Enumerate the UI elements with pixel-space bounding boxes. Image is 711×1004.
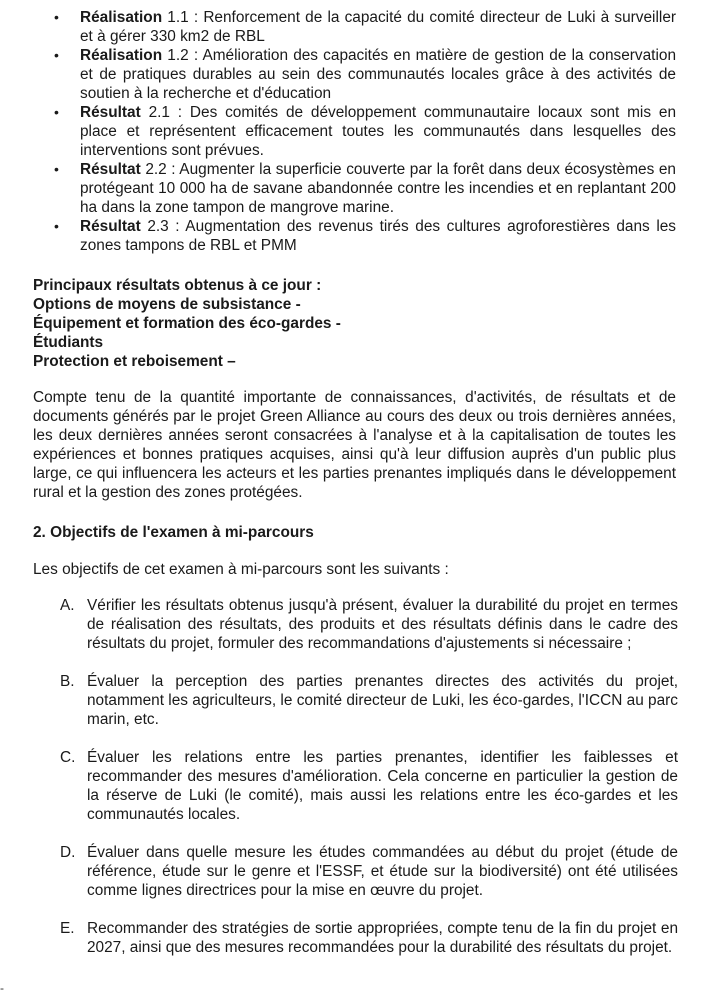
results-line: Protection et reboisement – bbox=[33, 353, 236, 370]
item-text: : Des comités de développement communautaire locaux sont mis en place et représentent efficacement toutes les communautés dans lesquelles des interventions sont prévues. bbox=[80, 104, 676, 159]
item-letter: A. bbox=[60, 597, 75, 614]
item-number: 1.2 bbox=[162, 47, 189, 64]
list-item bbox=[58, 672, 678, 729]
body-paragraph: Compte tenu de la quantité importante de connaissances, d'activités, de résultats et de documents générés par le projet Green Alliance au cours des deux ou trois dernières années, les deux dernières années seront consacrées à l'analyse et à la capitalisation de toutes les expériences et bonnes pratiques acquises, ainsi qu'à leur diffusion auprès d'un public plus large, ce qui influencera les acteurs et les parties prenantes impliqués dans le développement rural et la gestion des zones protégées. bbox=[33, 389, 676, 501]
scan-edge-mark: - bbox=[0, 981, 4, 995]
section-intro: Les objectifs de cet examen à mi-parcours sont les suivants : bbox=[33, 561, 449, 578]
item-label: Résultat bbox=[80, 104, 141, 121]
item-text: Évaluer la perception des parties prenantes directes des activités du projet, notamment les agriculteurs, le comité directeur de Luki, les éco-gardes, l'ICCN au parc marin, etc. bbox=[87, 673, 678, 728]
item-text: : Amélioration des capacités en matière de gestion de la conservation et de pratiques durables au sein des communautés locales grâce à des activités de soutien à la recherche et d'éducation bbox=[80, 47, 677, 102]
bullet-icon: • bbox=[54, 161, 59, 177]
main-results-heading bbox=[33, 276, 673, 371]
item-number: 2.2 bbox=[140, 161, 167, 178]
item-letter: D. bbox=[60, 844, 76, 861]
item-text: : Augmenter la superficie couverte par la forêt dans deux écosystèmes en protégeant 10 000 ha de savane abandonnée contre les incendies et en replantant 200 ha dans la zone tampon de mangrove marine. bbox=[80, 161, 676, 216]
item-number: 2.1 bbox=[140, 104, 170, 121]
objectives-list bbox=[58, 596, 678, 976]
list-item bbox=[58, 919, 678, 957]
results-line: Options de moyens de subsistance - bbox=[33, 296, 301, 313]
list-item bbox=[58, 843, 678, 900]
item-letter: B. bbox=[60, 673, 75, 690]
item-label: Réalisation bbox=[80, 9, 163, 26]
item-number: 1.1 bbox=[162, 9, 189, 26]
item-text: : Renforcement de la capacité du comité directeur de Luki à surveiller et à gérer 330 km2 de RBL bbox=[80, 9, 676, 45]
item-text: Vérifier les résultats obtenus jusqu'à présent, évaluer la durabilité du projet en termes de réalisation des résultats, des produits et des résultats définis dans le cadre des résultats du projet, formuler des recommandations d'ajustements si nécessaire ; bbox=[87, 597, 678, 652]
item-number: 2.3 bbox=[140, 218, 169, 235]
bullet-icon: • bbox=[54, 9, 59, 25]
section-heading: 2. Objectifs de l'examen à mi-parcours bbox=[33, 524, 314, 541]
list-item bbox=[58, 748, 678, 824]
results-bullet-list bbox=[52, 8, 676, 255]
item-label: Résultat bbox=[80, 218, 141, 235]
results-title: Principaux résultats obtenus à ce jour : bbox=[33, 277, 322, 294]
bullet-icon: • bbox=[54, 218, 59, 234]
item-label: Résultat bbox=[80, 161, 141, 178]
list-item bbox=[52, 217, 676, 255]
list-item bbox=[58, 596, 678, 653]
list-item bbox=[52, 103, 676, 160]
list-item bbox=[52, 46, 676, 103]
item-label: Réalisation bbox=[80, 47, 163, 64]
bullet-icon: • bbox=[54, 47, 59, 63]
list-item bbox=[52, 8, 676, 46]
item-text: Évaluer dans quelle mesure les études commandées au début du projet (étude de référence, étude sur le genre et l'ESSF, et étude sur la biodiversité) ont été utilisées comme lignes directrices pour la mise en œuvre du projet. bbox=[87, 844, 678, 899]
item-text: : Augmentation des revenus tirés des cultures agroforestières dans les zones tampons de RBL et PMM bbox=[80, 218, 676, 254]
results-line: Équipement et formation des éco-gardes - bbox=[33, 315, 341, 332]
item-letter: E. bbox=[60, 920, 75, 937]
item-letter: C. bbox=[60, 749, 76, 766]
bullet-icon: • bbox=[54, 104, 59, 120]
list-item bbox=[52, 160, 676, 217]
item-text: Recommander des stratégies de sortie appropriées, compte tenu de la fin du projet en 2027, ainsi que des mesures recommandées pour la durabilité des résultats du projet. bbox=[87, 920, 678, 956]
results-line: Étudiants bbox=[33, 334, 104, 351]
item-text: Évaluer les relations entre les parties prenantes, identifier les faiblesses et recommander des mesures d'amélioration. Cela concerne en particulier la gestion de la réserve de Luki (le comité), mais aussi les relations entre les éco-gardes et les communautés locales. bbox=[87, 749, 678, 823]
